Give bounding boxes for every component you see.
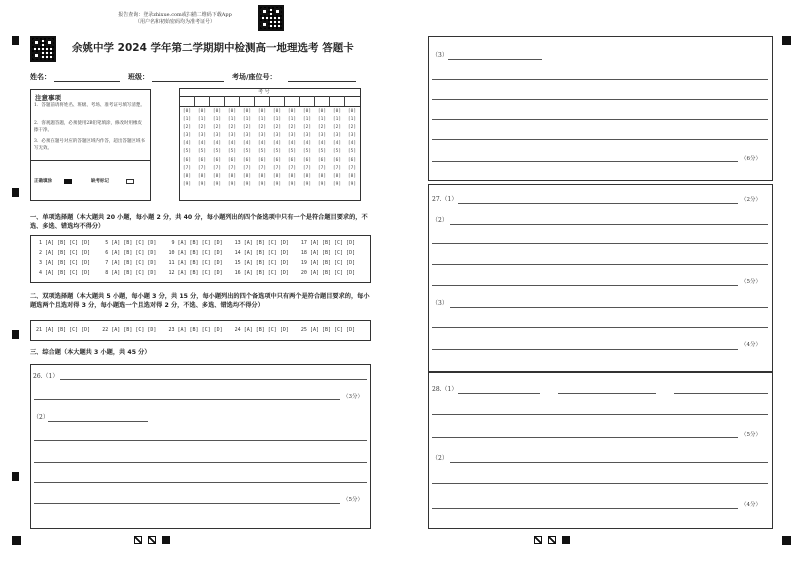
q27-part2-label: （2）	[432, 217, 448, 224]
page-mark	[562, 536, 570, 544]
digit-bubble[interactable]: [6]	[257, 157, 267, 163]
digit-bubble[interactable]: [2]	[197, 125, 207, 131]
q26-score-1: （3分）	[343, 394, 363, 400]
answer-line[interactable]	[48, 421, 148, 422]
digit-bubble[interactable]: [0]	[197, 109, 207, 114]
exam-digit-column[interactable]	[316, 108, 328, 189]
answer-line[interactable]	[34, 440, 367, 441]
digit-bubble[interactable]: [7]	[182, 165, 192, 171]
digit-bubble[interactable]: [4]	[332, 141, 342, 147]
digit-bubble[interactable]: [0]	[182, 109, 192, 114]
registration-mark	[12, 36, 19, 45]
notes-item: 2．客观题答题，必须使用2B铅笔填涂，修改时用橡皮擦干净。	[34, 121, 143, 133]
exam-digit-column[interactable]	[211, 108, 223, 189]
digit-bubble[interactable]: [3]	[317, 133, 327, 139]
answer-line[interactable]	[450, 307, 768, 308]
missing-mark-checkbox[interactable]	[126, 179, 134, 184]
exam-digit-column[interactable]	[301, 108, 313, 189]
exam-digit-column[interactable]	[271, 108, 283, 189]
digit-bubble[interactable]: [1]	[227, 117, 237, 123]
digit-bubble[interactable]: [3]	[272, 133, 282, 139]
digit-bubble[interactable]: [5]	[242, 149, 252, 155]
registration-mark	[12, 472, 19, 481]
answer-line[interactable]	[432, 99, 768, 100]
registration-mark	[782, 36, 791, 45]
digit-bubble[interactable]: [3]	[332, 133, 342, 139]
exam-digit-column[interactable]	[181, 108, 193, 189]
digit-bubble[interactable]: [5]	[347, 149, 357, 155]
exam-digit-column[interactable]	[196, 108, 208, 189]
registration-mark	[12, 330, 19, 339]
digit-bubble[interactable]: [4]	[272, 141, 282, 147]
q27-answer-area	[428, 184, 773, 372]
digit-bubble[interactable]: [3]	[227, 133, 237, 139]
digit-bubble[interactable]: [8]	[212, 173, 222, 179]
q27-part3-label: （3）	[432, 300, 448, 307]
q26-part2-label: （2）	[33, 414, 49, 421]
q27-score-2: （5分）	[741, 279, 761, 285]
answer-line[interactable]	[432, 161, 738, 162]
page-mark	[534, 536, 542, 544]
class-field[interactable]	[152, 81, 224, 82]
digit-bubble[interactable]: [5]	[182, 149, 192, 155]
digit-bubble[interactable]: [3]	[197, 133, 207, 139]
digit-bubble[interactable]: [6]	[272, 157, 282, 163]
digit-bubble[interactable]: [7]	[332, 165, 342, 171]
digit-bubble[interactable]: [2]	[332, 125, 342, 131]
digit-bubble[interactable]: [1]	[302, 117, 312, 123]
exam-digit-column[interactable]	[286, 108, 298, 189]
download-qr-code	[258, 5, 284, 31]
digit-bubble[interactable]: [7]	[272, 165, 282, 171]
page-mark	[548, 536, 556, 544]
digit-bubble[interactable]: [5]	[317, 149, 327, 155]
digit-bubble[interactable]: [3]	[287, 133, 297, 139]
digit-bubble[interactable]: [5]	[197, 149, 207, 155]
digit-bubble[interactable]: [3]	[242, 133, 252, 139]
digit-bubble[interactable]: [9]	[332, 181, 342, 187]
class-label: 班级：	[128, 73, 149, 81]
digit-bubble[interactable]: [1]	[317, 117, 327, 123]
name-field[interactable]	[54, 81, 120, 82]
digit-bubble[interactable]: [9]	[317, 181, 327, 187]
answer-line[interactable]	[34, 462, 367, 463]
digit-bubble[interactable]: [6]	[347, 157, 357, 163]
choice-row[interactable]: 1 [A] [B] [C] [D] 5 [A] [B] [C] [D] 9 [A] [B] [C] [D] 13 [A] [B] [C] [D] 17 [A] [B] [C] [D]	[36, 240, 356, 246]
answer-line[interactable]	[432, 119, 768, 120]
section2-heading: 二、双项选择题（本大题共 5 小题，每小题 3 分，共 15 分，每小题列出的四个备选项中只有两个是符合题目要求的，每小题选两个且选对得 3 分，每小题选一个且选对得 2 分，不选、多选、错选均不得分）	[30, 293, 370, 309]
answer-line[interactable]	[432, 285, 738, 286]
answer-line[interactable]	[458, 203, 738, 204]
digit-bubble[interactable]: [8]	[317, 173, 327, 179]
digit-bubble[interactable]: [0]	[212, 109, 222, 114]
digit-bubble[interactable]: [8]	[272, 173, 282, 179]
digit-bubble[interactable]: [6]	[287, 157, 297, 163]
exam-digit-column[interactable]	[346, 108, 358, 189]
digit-bubble[interactable]: [9]	[257, 181, 267, 187]
digit-bubble[interactable]: [6]	[197, 157, 207, 163]
digit-bubble[interactable]: [1]	[257, 117, 267, 123]
digit-bubble[interactable]: [2]	[227, 125, 237, 131]
answer-line[interactable]	[458, 393, 540, 394]
digit-bubble[interactable]: [1]	[272, 117, 282, 123]
answer-line[interactable]	[450, 224, 768, 225]
answer-line[interactable]	[432, 414, 768, 415]
digit-bubble[interactable]: [3]	[182, 133, 192, 139]
digit-bubble[interactable]: [6]	[242, 157, 252, 163]
digit-bubble[interactable]: [9]	[227, 181, 237, 187]
answer-line[interactable]	[432, 79, 768, 80]
answer-line[interactable]	[432, 243, 768, 244]
section3-heading: 三、综合题（本大题共 3 小题，共 45 分）	[30, 349, 151, 356]
section1-heading: 一、单项选择题（本大题共 20 小题，每小题 2 分，共 40 分，每小题列出的四个备选项中只有一个是符合题目要求的，不选、多选、错选均不得分）	[30, 214, 368, 230]
digit-bubble[interactable]: [7]	[347, 165, 357, 171]
digit-bubble[interactable]: [4]	[212, 141, 222, 147]
digit-bubble[interactable]: [9]	[242, 181, 252, 187]
digit-bubble[interactable]: [9]	[272, 181, 282, 187]
digit-bubble[interactable]: [1]	[347, 117, 357, 123]
exam-digit-column[interactable]	[226, 108, 238, 189]
answer-line[interactable]	[432, 349, 738, 350]
choice-row[interactable]: 4 [A] [B] [C] [D] 8 [A] [B] [C] [D] 12 [A] [B] [C] [D] 16 [A] [B] [C] [D] 20 [A] [B] [C] [D]	[36, 270, 356, 276]
digit-bubble[interactable]: [8]	[197, 173, 207, 179]
q27-label: 27.（1）	[432, 196, 458, 203]
exam-number-label: 考 号	[258, 89, 270, 95]
page-mark	[134, 536, 142, 544]
digit-bubble[interactable]: [2]	[242, 125, 252, 131]
seat-field[interactable]	[288, 81, 356, 82]
digit-bubble[interactable]: [4]	[227, 141, 237, 147]
q26-score-3: （6分）	[741, 156, 761, 162]
choice-row[interactable]: 3 [A] [B] [C] [D] 7 [A] [B] [C] [D] 11 [A] [B] [C] [D] 15 [A] [B] [C] [D] 19 [A] [B] [C] [D]	[36, 260, 356, 266]
digit-bubble[interactable]: [4]	[257, 141, 267, 147]
digit-bubble[interactable]: [2]	[257, 125, 267, 131]
q27-score-3: （4分）	[741, 342, 761, 348]
digit-bubble[interactable]: [1]	[182, 117, 192, 123]
notes-heading: 注意事项	[35, 94, 61, 102]
digit-bubble[interactable]: [6]	[317, 157, 327, 163]
digit-bubble[interactable]: [7]	[242, 165, 252, 171]
digit-bubble[interactable]: [7]	[317, 165, 327, 171]
digit-bubble[interactable]: [6]	[212, 157, 222, 163]
digit-bubble[interactable]: [9]	[302, 181, 312, 187]
digit-bubble[interactable]: [4]	[317, 141, 327, 147]
digit-bubble[interactable]: [5]	[257, 149, 267, 155]
page-mark	[148, 536, 156, 544]
q26-label: 26.（1）	[33, 373, 59, 380]
digit-bubble[interactable]: [9]	[347, 181, 357, 187]
registration-mark	[782, 536, 791, 545]
digit-bubble[interactable]: [7]	[257, 165, 267, 171]
digit-bubble[interactable]: [0]	[317, 109, 327, 114]
report-notice: 报告查询：登录zhixue.com或扫描二维码下载App （用户名和初始密码均为准考证号）	[118, 12, 232, 25]
choice-row[interactable]: 2 [A] [B] [C] [D] 6 [A] [B] [C] [D] 10 [A] [B] [C] [D] 14 [A] [B] [C] [D] 18 [A] [B] [C] [D]	[36, 250, 356, 256]
answer-line[interactable]	[34, 503, 340, 504]
digit-bubble[interactable]: [8]	[242, 173, 252, 179]
digit-bubble[interactable]: [8]	[332, 173, 342, 179]
digit-bubble[interactable]: [9]	[287, 181, 297, 187]
digit-bubble[interactable]: [4]	[197, 141, 207, 147]
digit-bubble[interactable]: [1]	[332, 117, 342, 123]
q26-answer-area	[30, 364, 371, 529]
digit-bubble[interactable]: [3]	[302, 133, 312, 139]
digit-bubble[interactable]: [5]	[302, 149, 312, 155]
notes-item: 3．必须在题号对应的答题区域内作答，超出答题区域书写无效。	[34, 139, 145, 151]
answer-line[interactable]	[60, 379, 367, 380]
digit-bubble[interactable]: [0]	[227, 109, 237, 114]
digit-bubble[interactable]: [9]	[197, 181, 207, 187]
answer-line[interactable]	[34, 482, 367, 483]
digit-bubble[interactable]: [8]	[287, 173, 297, 179]
q28-answer-area	[428, 372, 773, 529]
answer-line[interactable]	[448, 59, 542, 60]
registration-mark	[12, 188, 19, 197]
choice-row[interactable]: 21 [A] [B] [C] [D] 22 [A] [B] [C] [D] 23 [A] [B] [C] [D] 24 [A] [B] [C] [D] 25 [A] [B] [C] [D]	[36, 327, 356, 333]
digit-bubble[interactable]: [2]	[347, 125, 357, 131]
digit-bubble[interactable]: [8]	[182, 173, 192, 179]
q28-part2-label: （2）	[432, 455, 448, 462]
digit-bubble[interactable]: [0]	[347, 109, 357, 114]
digit-bubble[interactable]: [4]	[347, 141, 357, 147]
correct-fill-label: 正确填涂	[34, 179, 52, 184]
digit-bubble[interactable]: [3]	[347, 133, 357, 139]
missing-mark-label: 缺考标记	[91, 179, 109, 184]
notes-item: 1．答题前请将姓名、班级、考场、准考证号填写清楚。	[34, 103, 145, 108]
digit-bubble[interactable]: [0]	[272, 109, 282, 114]
page-title: 余姚中学 2024 学年第二学期期中检测高一地理选考 答题卡	[72, 42, 354, 54]
answer-line[interactable]	[432, 264, 768, 265]
digit-bubble[interactable]: [5]	[332, 149, 342, 155]
digit-bubble[interactable]: [1]	[242, 117, 252, 123]
sheet-qr-code	[30, 36, 56, 62]
page-mark	[162, 536, 170, 544]
digit-bubble[interactable]: [6]	[182, 157, 192, 163]
digit-bubble[interactable]: [2]	[287, 125, 297, 131]
q28-score-2: （4分）	[741, 502, 761, 508]
q28-label: 28.（1）	[432, 386, 458, 393]
answer-line[interactable]	[432, 139, 768, 140]
q28-score-1: （5分）	[741, 432, 761, 438]
exam-digit-column[interactable]	[256, 108, 268, 189]
answer-line[interactable]	[432, 327, 768, 328]
digit-bubble[interactable]: [5]	[272, 149, 282, 155]
exam-digit-column[interactable]	[241, 108, 253, 189]
digit-bubble[interactable]: [6]	[332, 157, 342, 163]
digit-bubble[interactable]: [9]	[182, 181, 192, 187]
answer-line[interactable]	[558, 393, 656, 394]
digit-bubble[interactable]: [5]	[287, 149, 297, 155]
digit-bubble[interactable]: [9]	[212, 181, 222, 187]
digit-bubble[interactable]: [0]	[287, 109, 297, 114]
digit-bubble[interactable]: [4]	[302, 141, 312, 147]
digit-bubble[interactable]: [6]	[302, 157, 312, 163]
digit-bubble[interactable]: [0]	[302, 109, 312, 114]
digit-bubble[interactable]: [2]	[272, 125, 282, 131]
digit-bubble[interactable]: [8]	[302, 173, 312, 179]
digit-bubble[interactable]: [3]	[257, 133, 267, 139]
answer-line[interactable]	[674, 393, 768, 394]
digit-bubble[interactable]: [0]	[242, 109, 252, 114]
digit-bubble[interactable]: [2]	[317, 125, 327, 131]
digit-bubble[interactable]: [6]	[227, 157, 237, 163]
digit-bubble[interactable]: [2]	[212, 125, 222, 131]
q27-score-1: （2分）	[741, 197, 761, 203]
digit-bubble[interactable]: [1]	[197, 117, 207, 123]
digit-bubble[interactable]: [0]	[332, 109, 342, 114]
name-label: 姓名：	[30, 73, 51, 81]
answer-line[interactable]	[432, 437, 738, 438]
digit-bubble[interactable]: [7]	[212, 165, 222, 171]
digit-bubble[interactable]: [2]	[182, 125, 192, 131]
digit-bubble[interactable]: [0]	[257, 109, 267, 114]
digit-bubble[interactable]: [7]	[302, 165, 312, 171]
digit-bubble[interactable]: [7]	[227, 165, 237, 171]
digit-bubble[interactable]: [8]	[347, 173, 357, 179]
digit-bubble[interactable]: [8]	[227, 173, 237, 179]
answer-line[interactable]	[432, 508, 738, 509]
digit-bubble[interactable]: [5]	[227, 149, 237, 155]
answer-line[interactable]	[34, 399, 340, 400]
answer-line[interactable]	[432, 483, 768, 484]
digit-bubble[interactable]: [4]	[182, 141, 192, 147]
digit-bubble[interactable]: [1]	[212, 117, 222, 123]
digit-bubble[interactable]: [7]	[197, 165, 207, 171]
digit-bubble[interactable]: [4]	[242, 141, 252, 147]
seat-label: 考场/座位号：	[232, 73, 277, 81]
q26-score-2: （5分）	[343, 497, 363, 503]
answer-line[interactable]	[450, 462, 768, 463]
registration-mark	[12, 536, 21, 545]
digit-bubble[interactable]: [3]	[212, 133, 222, 139]
digit-bubble[interactable]: [8]	[257, 173, 267, 179]
q26-part3-label: （3）	[432, 52, 448, 59]
exam-digit-column[interactable]	[331, 108, 343, 189]
digit-bubble[interactable]: [4]	[287, 141, 297, 147]
digit-bubble[interactable]: [1]	[287, 117, 297, 123]
digit-bubble[interactable]: [7]	[287, 165, 297, 171]
q26-part3-area	[428, 36, 773, 181]
digit-bubble[interactable]: [5]	[212, 149, 222, 155]
correct-fill-sample	[64, 179, 72, 184]
digit-bubble[interactable]: [2]	[302, 125, 312, 131]
